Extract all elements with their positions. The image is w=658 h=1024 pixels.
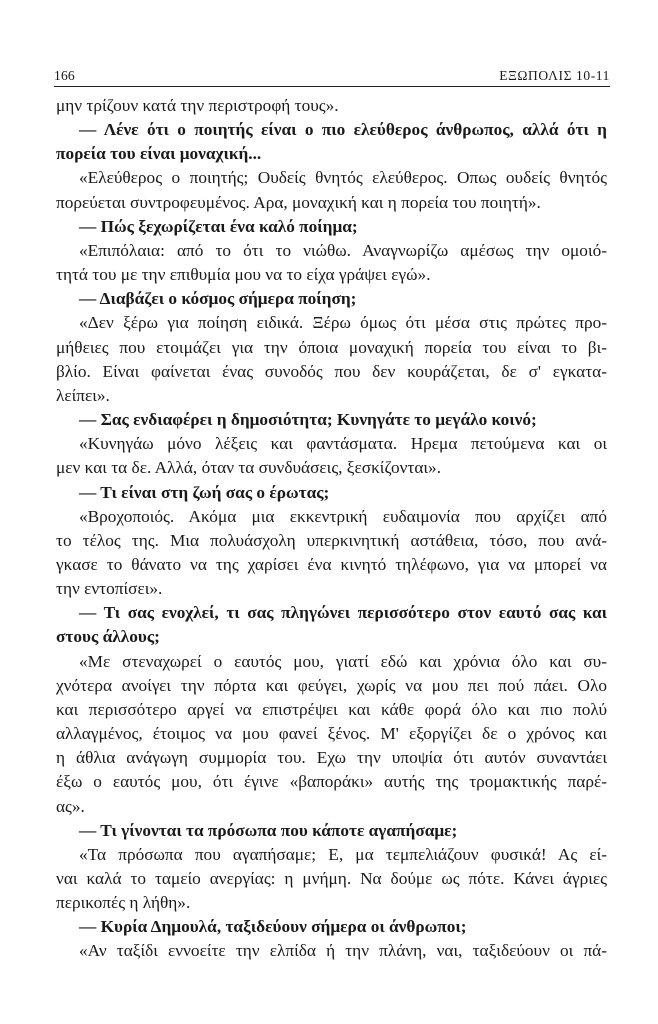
text-line: και περισσότερο αργεί να επιστρέψει και κάθε φορά όλο και πιο πολύ <box>56 699 607 719</box>
text-line: μήθειες που ετοιμάζει για την όποια μοναχική πορεία του είναι το βι- <box>56 337 607 357</box>
question-line: — Τι γίνονται τα πρόσωπα που κάποτε αγαπήσαμε; <box>79 820 458 840</box>
text-line: «Δεν ξέρω για ποίηση ειδικά. Ξέρω όμως ότι μέσα στις πρώτες προ- <box>79 313 607 333</box>
text-line: χνότερα ανοίγει την πόρτα και φεύγει, χωρίς να μου πει πού πάει. Ολο <box>56 675 607 695</box>
interview-text <box>56 94 607 964</box>
text-line: «Κυνηγάω μόνο λέξεις και φαντάσματα. Ηρεμα πετούμενα και οι <box>79 434 607 454</box>
question-line: — Τι σας ενοχλεί, τι σας πληγώνει περισσότερο στον εαυτό σας και <box>79 603 607 623</box>
text-line: αλλαγμένος, έτοιμος να μου φανεί ξένος. Μ' εξοργίζει δε ο χρόνος και <box>56 724 607 744</box>
page-header <box>54 60 610 87</box>
question-line: — Λένε ότι ο ποιητής είναι ο πιο ελεύθερος άνθρωπος, αλλά ότι η <box>79 120 607 140</box>
running-title: ΕΞΩΠΟΛΙΣ 10-11 <box>499 68 610 83</box>
text-line: το τέλος της. Μια πολυάσχολη υπερκινητική αστάθεια, τόσο, που ανά- <box>56 530 607 550</box>
text-line: την εντοπίσει». <box>56 579 163 599</box>
text-line: «Επιπόλαια: από το ότι το νιώθω. Αναγνωρίζω αμέσως την ομοιό- <box>79 240 607 260</box>
question-line: — Πώς ξεχωρίζεται ένα καλό ποίημα; <box>79 216 358 236</box>
question-line: — Κυρία Δημουλά, ταξιδεύουν σήμερα οι άνθρωποι; <box>79 917 467 937</box>
text-line: «Βροχοποιός. Ακόμα μια εκκεντρική ευδαιμονία που αρχίζει από <box>79 506 607 526</box>
text-line: βλίο. Είναι φαίνεται ένας συνοδός που δεν κουράζεται, δε σ' εγκατα- <box>56 361 607 381</box>
text-line: «Ελεύθερος ο ποιητής; Ουδείς θνητός ελεύθερος. Οπως ουδείς θνητός <box>79 168 607 188</box>
text-line: η άθλια ανάγωγη συμμορία του. Εχω την υποψία ότι αυτόν συναντάει <box>56 748 607 768</box>
question-line: — Σας ενδιαφέρει η δημοσιότητα; Κυνηγάτε το μεγάλο κοινό; <box>79 410 537 430</box>
question-line: στους άλλους; <box>56 627 160 647</box>
text-line: τητά του με την επιθυμία μου να το είχα γράψει εγώ». <box>56 265 431 285</box>
page-number: 166 <box>54 68 75 83</box>
text-line: γκασε το θάνατο να της χαρίσει ένα κινητό τηλέφωνο, για να μπορεί να <box>56 554 607 574</box>
text-line: ας». <box>56 796 85 816</box>
text-line: μην τρίζουν κατά την περιστροφή τους». <box>56 96 339 115</box>
text-line: μεν και τα δε. Αλλά, όταν τα συνδυάσεις, ξεσκίζονται». <box>56 458 442 478</box>
text-line: έξω ο εαυτός μου, ότι έγινε «βαποράκι» αυτής της τρομακτικής παρέ- <box>56 772 607 792</box>
text-line: «Τα πρόσωπα που αγαπήσαμε; Ε, μα τεμπελιάζουν φυσικά! Ας εί- <box>79 844 607 864</box>
text-line: λείπει». <box>56 385 110 405</box>
text-line: ναι καλά το ταμείο ανεργίας: η μνήμη. Να δούμε ως πότε. Κάνει άγριες <box>56 869 607 888</box>
text-line: περικοπές η λήθη». <box>56 893 191 913</box>
text-line: «Με στεναχωρεί ο εαυτός μου, γιατί εδώ και χρόνια όλο και συ- <box>79 651 607 671</box>
text-line: «Αν ταξίδι εννοείτε την ελπίδα ή την πλάνη, ναι, ταξιδεύουν οι πά- <box>79 941 607 961</box>
question-line: πορεία του είναι μοναχική... <box>56 144 262 164</box>
text-line: πορεύεται συντροφευμένος. Αρα, μοναχική και η πορεία του ποιητή». <box>56 192 541 212</box>
question-line: — Διαβάζει ο κόσμος σήμερα ποίηση; <box>79 289 357 309</box>
question-line: — Τι είναι στη ζωή σας ο έρωτας; <box>79 482 330 502</box>
